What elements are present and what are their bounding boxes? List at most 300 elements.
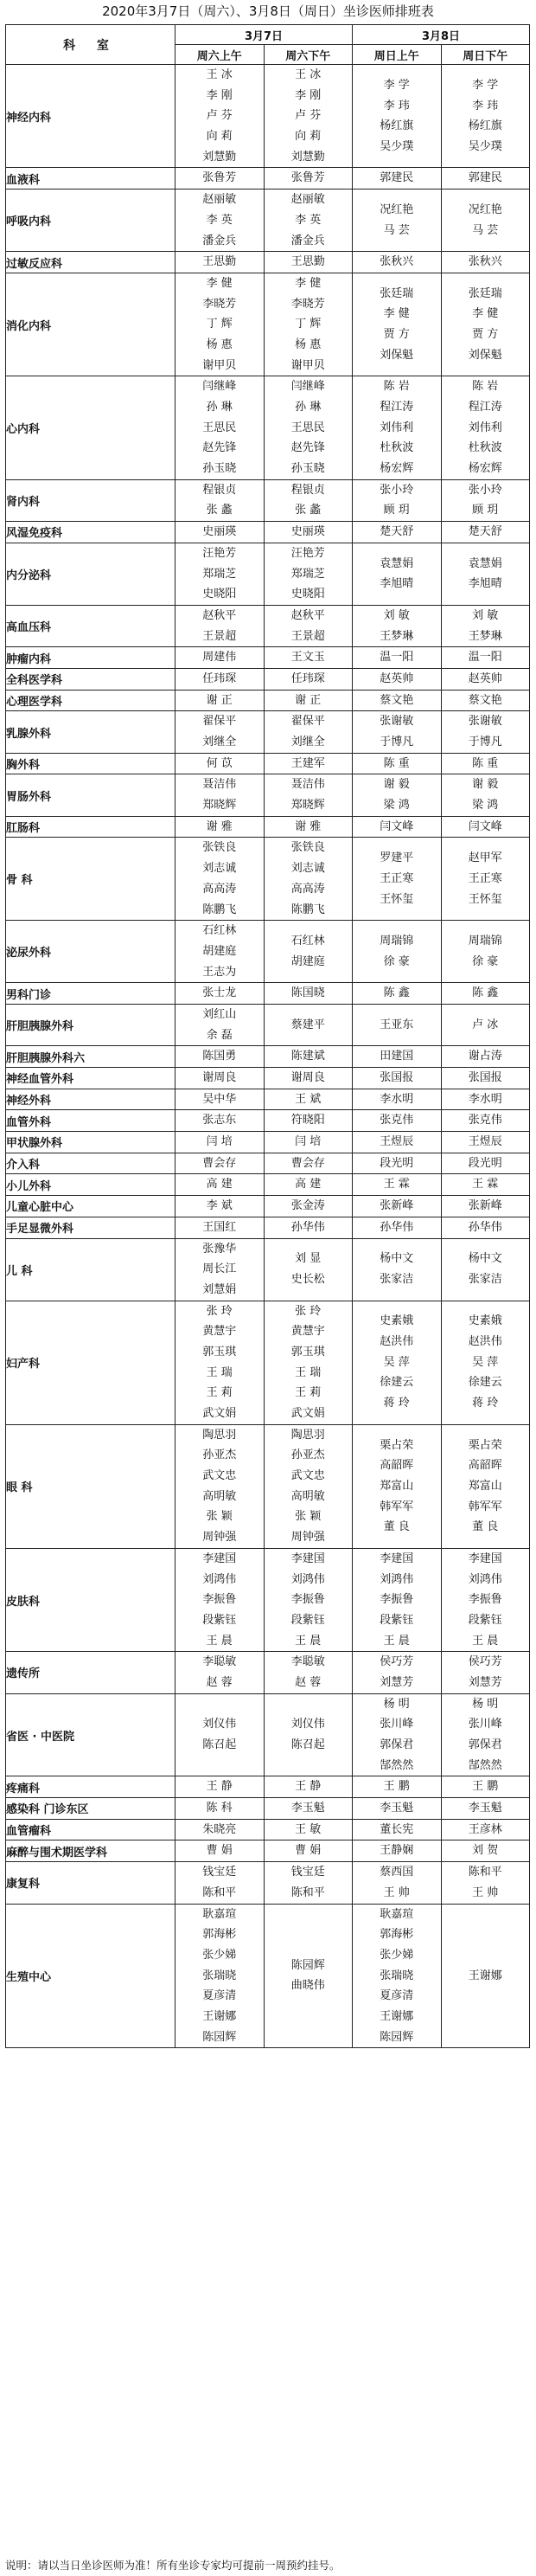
doctor-name: 汪艳芳 bbox=[202, 546, 237, 560]
footer-note: 说明：请以当日坐诊医师为准！所有坐诊专家均可提前一周预约挂号。 bbox=[5, 2559, 341, 2572]
slot-cell bbox=[441, 1819, 530, 1840]
doctor-name: 杨红旗 bbox=[468, 119, 502, 133]
doctor-name: 王 静 bbox=[206, 1780, 233, 1794]
slot-cell bbox=[441, 1424, 530, 1548]
doctor-name: 赵英帅 bbox=[380, 671, 414, 685]
doctor-name: 朱晓亮 bbox=[202, 1822, 237, 1836]
doctor-name: 温一阳 bbox=[380, 651, 414, 665]
table-row bbox=[6, 1196, 530, 1217]
doctor-name: 张国报 bbox=[380, 1071, 414, 1084]
doctor-name: 吴少璞 bbox=[468, 139, 502, 153]
doctor-name: 陈国晓 bbox=[290, 986, 325, 1000]
doctor-name: 赵丽敏 bbox=[290, 193, 325, 207]
doctor-name: 谢 正 bbox=[295, 693, 322, 707]
doctor-name: 张志东 bbox=[202, 1114, 237, 1127]
table-row bbox=[6, 543, 530, 605]
doctor-name: 王 斌 bbox=[295, 1092, 322, 1106]
slot-cell bbox=[353, 1424, 442, 1548]
slot-cell bbox=[264, 522, 353, 543]
slot-cell bbox=[175, 668, 265, 690]
doctor-name: 杨宏辉 bbox=[468, 462, 502, 476]
doctor-name: 王 晨 bbox=[383, 1634, 410, 1648]
table-row bbox=[6, 605, 530, 646]
table-row bbox=[6, 1174, 530, 1196]
slot-cell bbox=[264, 1693, 353, 1776]
doctor-name: 谢 正 bbox=[206, 693, 233, 707]
doctor-name: 段紫钰 bbox=[202, 1613, 237, 1627]
slot-cell bbox=[264, 1776, 353, 1798]
department-name: 省医 · 中医院 bbox=[6, 1693, 175, 1776]
slot-cell bbox=[353, 1819, 442, 1840]
doctor-name: 胡建庭 bbox=[290, 954, 325, 968]
slot-cell bbox=[353, 1238, 442, 1301]
department-name: 心内科 bbox=[6, 376, 175, 479]
slot-cell bbox=[353, 1068, 442, 1089]
slot-cell bbox=[175, 168, 265, 190]
doctor-name: 王亚东 bbox=[380, 1018, 414, 1031]
doctor-name: 赵秋平 bbox=[290, 608, 325, 622]
doctor-name: 郑晓辉 bbox=[290, 799, 325, 813]
slot-cell bbox=[175, 376, 265, 479]
slot-cell bbox=[441, 774, 530, 816]
slot-cell bbox=[441, 1132, 530, 1153]
doctor-name: 李建国 bbox=[468, 1551, 502, 1565]
table-row bbox=[6, 668, 530, 690]
table-row bbox=[6, 376, 530, 479]
table-row bbox=[6, 1819, 530, 1840]
table-row bbox=[6, 711, 530, 753]
doctor-name: 刘伟利 bbox=[380, 421, 414, 434]
table-row bbox=[6, 1652, 530, 1693]
slot-cell bbox=[175, 711, 265, 753]
doctor-name: 郑瑞芝 bbox=[202, 567, 237, 581]
slot-cell bbox=[441, 690, 530, 711]
slot-cell bbox=[353, 1046, 442, 1068]
doctor-name: 谢 毅 bbox=[472, 778, 499, 792]
doctor-name: 耿嘉瑄 bbox=[202, 1907, 237, 1921]
doctor-name: 杨 明 bbox=[472, 1697, 499, 1711]
slot-cell bbox=[264, 376, 353, 479]
slot-cell bbox=[175, 983, 265, 1005]
doctor-name: 况红艳 bbox=[380, 202, 414, 216]
doctor-name: 史素娥 bbox=[380, 1314, 414, 1328]
slot-cell bbox=[441, 376, 530, 479]
doctor-name: 王煜辰 bbox=[380, 1135, 414, 1149]
doctor-name: 陈国勇 bbox=[202, 1050, 237, 1063]
doctor-name: 翟保平 bbox=[290, 715, 325, 729]
doctor-name: 王谢娜 bbox=[202, 2009, 237, 2023]
doctor-name: 陈 科 bbox=[206, 1802, 233, 1815]
slot-cell bbox=[441, 522, 530, 543]
slot-cell bbox=[175, 1798, 265, 1820]
doctor-name: 楚天舒 bbox=[380, 525, 414, 539]
slot-cell bbox=[264, 668, 353, 690]
doctor-name: 陈召起 bbox=[202, 1738, 237, 1751]
doctor-name: 武文忠 bbox=[290, 1469, 325, 1483]
doctor-name: 段紫钰 bbox=[290, 1613, 325, 1627]
department-name: 小儿外科 bbox=[6, 1174, 175, 1196]
doctor-name: 袁慧娟 bbox=[380, 556, 414, 570]
doctor-name: 王怀玺 bbox=[468, 892, 502, 906]
doctor-name: 程银贞 bbox=[290, 483, 325, 497]
slot-cell bbox=[264, 1798, 353, 1820]
doctor-name: 郑瑞芝 bbox=[290, 567, 325, 581]
schedule-body bbox=[6, 65, 530, 2048]
table-row bbox=[6, 1004, 530, 1045]
doctor-name: 李建国 bbox=[380, 1551, 414, 1565]
department-name: 生殖中心 bbox=[6, 1904, 175, 2048]
doctor-name: 郭保君 bbox=[468, 1738, 502, 1751]
department-name: 骨 科 bbox=[6, 838, 175, 921]
slot-cell bbox=[353, 774, 442, 816]
slot-cell bbox=[264, 838, 353, 921]
doctor-name: 李建国 bbox=[202, 1551, 237, 1565]
doctor-name: 张少娣 bbox=[380, 1948, 414, 1962]
slot-cell bbox=[441, 668, 530, 690]
doctor-name: 刘保魁 bbox=[468, 348, 502, 362]
doctor-name: 任玮琛 bbox=[202, 671, 237, 685]
doctor-name: 王 帅 bbox=[383, 1885, 410, 1899]
doctor-name: 陈园辉 bbox=[290, 1958, 325, 1972]
slot-cell bbox=[175, 1301, 265, 1424]
slot-cell bbox=[175, 479, 265, 521]
slot-cell bbox=[264, 690, 353, 711]
slot-cell bbox=[175, 1548, 265, 1651]
slot-cell bbox=[175, 190, 265, 252]
slot-cell bbox=[175, 1110, 265, 1132]
doctor-name: 郭玉琪 bbox=[290, 1345, 325, 1359]
doctor-name: 栗占荣 bbox=[380, 1438, 414, 1452]
doctor-name: 郭玉琪 bbox=[202, 1345, 237, 1359]
department-name: 心理医学科 bbox=[6, 690, 175, 711]
doctor-name: 张廷瑞 bbox=[468, 286, 502, 300]
slot-cell bbox=[441, 543, 530, 605]
doctor-name: 谢甲贝 bbox=[202, 358, 237, 372]
doctor-name: 王志为 bbox=[202, 965, 237, 979]
doctor-name: 李振鲁 bbox=[202, 1593, 237, 1607]
doctor-name: 王文玉 bbox=[290, 651, 325, 665]
department-name: 眼 科 bbox=[6, 1424, 175, 1548]
doctor-name: 孙玉晓 bbox=[202, 462, 237, 476]
slot-cell bbox=[441, 1068, 530, 1089]
slot-cell bbox=[353, 647, 442, 669]
slot-cell bbox=[175, 1046, 265, 1068]
doctor-name: 向 莉 bbox=[295, 130, 322, 144]
doctor-name: 郜然然 bbox=[380, 1758, 414, 1772]
department-name: 介入科 bbox=[6, 1153, 175, 1174]
doctor-name: 赵秋平 bbox=[202, 608, 237, 622]
doctor-name: 曹会存 bbox=[290, 1156, 325, 1170]
doctor-name: 史素娥 bbox=[468, 1314, 502, 1328]
doctor-name: 王 帅 bbox=[472, 1885, 499, 1899]
doctor-name: 李玉魁 bbox=[290, 1802, 325, 1815]
doctor-name: 王建军 bbox=[290, 756, 325, 770]
doctor-name: 曲晓伟 bbox=[290, 1979, 325, 1993]
doctor-name: 郑晓辉 bbox=[202, 799, 237, 813]
table-row bbox=[6, 1153, 530, 1174]
doctor-name: 徐建云 bbox=[380, 1376, 414, 1390]
doctor-name: 高韶晖 bbox=[380, 1459, 414, 1473]
slot-cell bbox=[441, 838, 530, 921]
table-row bbox=[6, 647, 530, 669]
slot-cell bbox=[353, 690, 442, 711]
doctor-name: 蔡文艳 bbox=[468, 693, 502, 707]
doctor-name: 李振鲁 bbox=[380, 1593, 414, 1607]
doctor-name: 赵 蓉 bbox=[295, 1675, 322, 1689]
department-name: 神经内科 bbox=[6, 65, 175, 168]
slot-cell bbox=[441, 753, 530, 774]
department-name: 内分泌科 bbox=[6, 543, 175, 605]
slot-cell bbox=[441, 479, 530, 521]
doctor-name: 张 玲 bbox=[295, 1304, 322, 1318]
slot-cell bbox=[441, 1089, 530, 1110]
slot-cell bbox=[175, 1693, 265, 1776]
doctor-name: 周长江 bbox=[202, 1262, 237, 1276]
doctor-name: 史晓阳 bbox=[290, 588, 325, 601]
doctor-name: 吴 萍 bbox=[472, 1355, 499, 1369]
slot-cell bbox=[353, 1693, 442, 1776]
doctor-name: 李 健 bbox=[472, 307, 499, 321]
slot-cell bbox=[264, 711, 353, 753]
slot-header-sun-pm: 周日下午 bbox=[441, 45, 530, 65]
doctor-name: 郭建民 bbox=[380, 171, 414, 185]
department-name: 肿瘤内科 bbox=[6, 647, 175, 669]
slot-cell bbox=[441, 1004, 530, 1045]
doctor-name: 王 莉 bbox=[295, 1386, 322, 1400]
department-name: 甲状腺外科 bbox=[6, 1132, 175, 1153]
doctor-name: 丁 辉 bbox=[295, 318, 322, 331]
doctor-name: 李 学 bbox=[472, 78, 499, 92]
doctor-name: 侯巧芳 bbox=[468, 1655, 502, 1669]
doctor-name: 李玉魁 bbox=[380, 1802, 414, 1815]
doctor-name: 王梦琳 bbox=[380, 629, 414, 643]
doctor-name: 董 良 bbox=[472, 1520, 499, 1534]
slot-cell bbox=[441, 1046, 530, 1068]
table-row bbox=[6, 838, 530, 921]
slot-cell bbox=[441, 168, 530, 190]
table-row bbox=[6, 1046, 530, 1068]
doctor-name: 翟保平 bbox=[202, 715, 237, 729]
slot-cell bbox=[353, 1840, 442, 1862]
table-row bbox=[6, 1238, 530, 1301]
slot-cell bbox=[264, 774, 353, 816]
table-row bbox=[6, 273, 530, 376]
doctor-name: 梁 鸿 bbox=[472, 799, 499, 813]
department-name: 皮肤科 bbox=[6, 1548, 175, 1651]
doctor-name: 陈 重 bbox=[383, 756, 410, 770]
doctor-name: 李水明 bbox=[380, 1092, 414, 1106]
slot-cell bbox=[175, 1132, 265, 1153]
doctor-name: 王 瑞 bbox=[206, 1365, 233, 1379]
doctor-name: 夏彦清 bbox=[202, 1989, 237, 2003]
department-name: 泌尿外科 bbox=[6, 921, 175, 983]
doctor-name: 李旭晴 bbox=[380, 577, 414, 591]
doctor-name: 孙华伟 bbox=[290, 1220, 325, 1234]
doctor-name: 张士龙 bbox=[202, 986, 237, 1000]
doctor-name: 张家洁 bbox=[380, 1273, 414, 1287]
slot-cell bbox=[264, 1819, 353, 1840]
doctor-name: 武文娟 bbox=[290, 1407, 325, 1420]
doctor-name: 陈和平 bbox=[468, 1866, 502, 1879]
doctor-name: 谢周良 bbox=[202, 1071, 237, 1084]
doctor-name: 张瑞晓 bbox=[202, 1969, 237, 1982]
slot-cell bbox=[264, 753, 353, 774]
doctor-name: 张廷瑞 bbox=[380, 286, 414, 300]
slot-cell bbox=[353, 1174, 442, 1196]
doctor-name: 张谢敏 bbox=[380, 715, 414, 729]
doctor-name: 李建国 bbox=[290, 1551, 325, 1565]
date-header-day2: 3月8日 bbox=[353, 25, 530, 45]
department-name: 血管外科 bbox=[6, 1110, 175, 1132]
doctor-name: 董 良 bbox=[383, 1520, 410, 1534]
slot-cell bbox=[264, 1132, 353, 1153]
doctor-name: 任玮琛 bbox=[290, 671, 325, 685]
doctor-name: 董长宪 bbox=[380, 1822, 414, 1836]
doctor-name: 张谢敏 bbox=[468, 715, 502, 729]
slot-cell bbox=[175, 1652, 265, 1693]
doctor-name: 卢 芬 bbox=[206, 109, 233, 123]
doctor-name: 刘仪伟 bbox=[202, 1718, 237, 1731]
doctor-name: 刘保魁 bbox=[380, 348, 414, 362]
slot-cell bbox=[175, 252, 265, 273]
slot-cell bbox=[353, 1904, 442, 2048]
doctor-name: 楚天舒 bbox=[468, 525, 502, 539]
doctor-name: 杨红旗 bbox=[380, 119, 414, 133]
doctor-name: 刘 敏 bbox=[472, 608, 499, 622]
slot-cell bbox=[353, 711, 442, 753]
doctor-name: 李晓芳 bbox=[202, 297, 237, 311]
doctor-name: 段光明 bbox=[380, 1156, 414, 1170]
doctor-name: 王 晨 bbox=[472, 1634, 499, 1648]
doctor-name: 陈 重 bbox=[472, 756, 499, 770]
slot-cell bbox=[175, 543, 265, 605]
slot-cell bbox=[175, 774, 265, 816]
doctor-name: 刘志诚 bbox=[290, 862, 325, 876]
slot-cell bbox=[353, 1089, 442, 1110]
slot-cell bbox=[441, 1904, 530, 2048]
doctor-name: 韩军军 bbox=[468, 1500, 502, 1513]
doctor-name: 赵英帅 bbox=[468, 671, 502, 685]
doctor-name: 马 芸 bbox=[383, 223, 410, 237]
doctor-name: 张铁良 bbox=[202, 841, 237, 855]
slot-cell bbox=[264, 983, 353, 1005]
doctor-name: 陈 岩 bbox=[383, 380, 410, 394]
slot-cell bbox=[175, 1174, 265, 1196]
slot-cell bbox=[441, 1652, 530, 1693]
slot-cell bbox=[264, 1652, 353, 1693]
department-name: 康复科 bbox=[6, 1862, 175, 1904]
doctor-name: 孙 琳 bbox=[295, 401, 322, 414]
slot-cell bbox=[264, 1301, 353, 1424]
doctor-name: 李 健 bbox=[206, 276, 233, 290]
slot-cell bbox=[353, 1004, 442, 1045]
doctor-name: 李 刚 bbox=[206, 88, 233, 102]
slot-cell bbox=[441, 1548, 530, 1651]
doctor-name: 郭海彬 bbox=[202, 1928, 237, 1942]
department-name: 血管瘤科 bbox=[6, 1819, 175, 1840]
table-row bbox=[6, 1132, 530, 1153]
slot-cell bbox=[353, 983, 442, 1005]
doctor-name: 马 芸 bbox=[472, 223, 499, 237]
doctor-name: 周瑞锦 bbox=[468, 935, 502, 948]
doctor-name: 郜然然 bbox=[468, 1758, 502, 1772]
department-name: 疼痛科 bbox=[6, 1776, 175, 1798]
doctor-name: 王思勤 bbox=[202, 255, 237, 269]
doctor-name: 杨 惠 bbox=[206, 337, 233, 351]
slot-cell bbox=[441, 273, 530, 376]
slot-cell bbox=[353, 1776, 442, 1798]
doctor-name: 谢 毅 bbox=[383, 778, 410, 792]
slot-cell bbox=[264, 1153, 353, 1174]
doctor-name: 王思民 bbox=[290, 421, 325, 434]
doctor-name: 陶思羽 bbox=[290, 1428, 325, 1442]
doctor-name: 周钟强 bbox=[202, 1531, 237, 1545]
date-header-day1: 3月7日 bbox=[175, 25, 353, 45]
doctor-name: 聂洁伟 bbox=[202, 778, 237, 792]
slot-cell bbox=[264, 1068, 353, 1089]
slot-cell bbox=[264, 1004, 353, 1045]
doctor-name: 张新峰 bbox=[380, 1199, 414, 1213]
doctor-name: 张秋兴 bbox=[380, 255, 414, 269]
slot-header-sat-am: 周六上午 bbox=[175, 45, 265, 65]
department-name: 消化内科 bbox=[6, 273, 175, 376]
doctor-name: 谢 雅 bbox=[295, 819, 322, 833]
table-row bbox=[6, 1548, 530, 1651]
doctor-name: 赵先锋 bbox=[290, 441, 325, 455]
doctor-name: 张 颖 bbox=[206, 1510, 233, 1524]
doctor-name: 张秋兴 bbox=[468, 255, 502, 269]
doctor-name: 陈召起 bbox=[290, 1738, 325, 1751]
doctor-name: 杨 明 bbox=[383, 1697, 410, 1711]
doctor-name: 曹 娟 bbox=[206, 1844, 233, 1858]
slot-header-sun-am: 周日上午 bbox=[353, 45, 442, 65]
slot-cell bbox=[441, 1174, 530, 1196]
doctor-name: 王正寒 bbox=[380, 871, 414, 885]
slot-cell bbox=[441, 65, 530, 168]
doctor-name: 赵洪伟 bbox=[380, 1335, 414, 1349]
doctor-name: 赵洪伟 bbox=[468, 1335, 502, 1349]
doctor-name: 王景超 bbox=[290, 629, 325, 643]
doctor-name: 刘慧芳 bbox=[380, 1675, 414, 1689]
table-row bbox=[6, 168, 530, 190]
slot-cell bbox=[441, 1238, 530, 1301]
doctor-name: 张铁良 bbox=[290, 841, 325, 855]
department-name: 血液科 bbox=[6, 168, 175, 190]
doctor-name: 赵丽敏 bbox=[202, 193, 237, 207]
doctor-name: 蒋 玲 bbox=[472, 1397, 499, 1410]
doctor-name: 刘慧娟 bbox=[202, 1282, 237, 1296]
department-name: 呼吸内科 bbox=[6, 190, 175, 252]
doctor-name: 张 蠡 bbox=[295, 504, 322, 517]
doctor-name: 高 建 bbox=[206, 1178, 233, 1192]
slot-cell bbox=[175, 1196, 265, 1217]
doctor-name: 陈 鑫 bbox=[472, 986, 499, 1000]
department-name: 过敏反应科 bbox=[6, 252, 175, 273]
slot-cell bbox=[441, 711, 530, 753]
doctor-name: 陶思羽 bbox=[202, 1428, 237, 1442]
doctor-name: 史丽瑛 bbox=[202, 525, 237, 539]
doctor-name: 刘鸿伟 bbox=[290, 1572, 325, 1586]
slot-cell bbox=[175, 838, 265, 921]
doctor-name: 张金涛 bbox=[290, 1199, 325, 1213]
doctor-name: 黄慧宇 bbox=[202, 1325, 237, 1339]
doctor-name: 高 建 bbox=[295, 1178, 322, 1192]
doctor-name: 王梦琳 bbox=[468, 629, 502, 643]
doctor-name: 徐建云 bbox=[468, 1376, 502, 1390]
doctor-name: 蔡西国 bbox=[380, 1866, 414, 1879]
doctor-name: 贾 方 bbox=[472, 328, 499, 342]
slot-cell bbox=[175, 1089, 265, 1110]
